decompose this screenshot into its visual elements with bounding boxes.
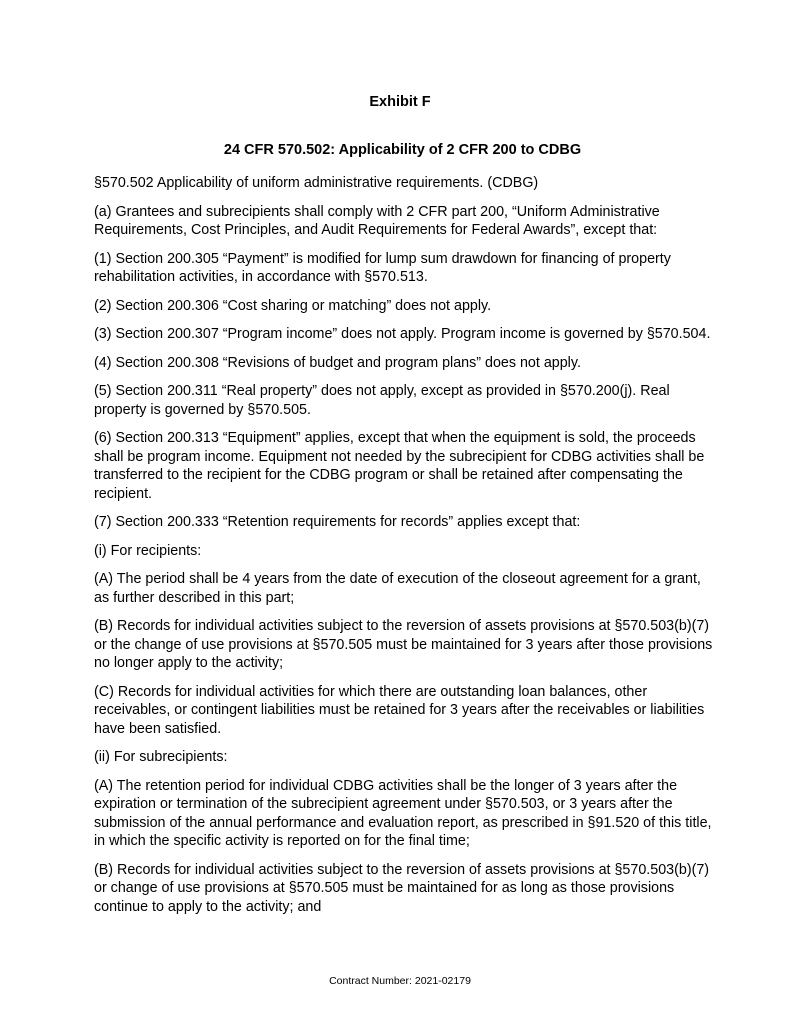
exhibit-title: Exhibit F xyxy=(369,94,431,110)
section-heading: 24 CFR 570.502: Applicability of 2 CFR 200 to CDBG xyxy=(223,142,582,158)
document-body xyxy=(94,174,714,926)
paragraph-i-C: (C) Records for individual activities for which there are outstanding loan balances, other receivables, or contingent liabilities must be retained for 3 years after the receivables or liabilities have been satisfied. xyxy=(94,683,705,737)
paragraph-6: (6) Section 200.313 “Equipment” applies, except that when the equipment is sold, the proceeds shall be program income. Equipment not needed by the subrecipient for CDBG activities shall be transferred to the recipient for the CDBG program or shall be retained after compensating the recipient. xyxy=(94,430,705,502)
paragraph-3: (3) Section 200.307 “Program income” does not apply. Program income is governed by §570.504. xyxy=(94,326,711,342)
paragraph-a: (a) Grantees and subrecipients shall comply with 2 CFR part 200, “Uniform Administrative Requirements, Cost Principles, and Audit Requirements for Federal Awards”, except that: xyxy=(94,203,660,238)
paragraph-5: (5) Section 200.311 “Real property” does not apply, except as provided in §570.200(j). Real property is governed by §570.505. xyxy=(94,383,670,418)
footer-contract-number: Contract Number: 2021-02179 xyxy=(329,975,471,987)
paragraph-ii-B: (B) Records for individual activities subject to the reversion of assets provisions at §570.503(b)(7) or change of use provisions at §570.505 must be maintained for as long as those provisions continue to apply to the activity; and xyxy=(94,861,710,915)
paragraph-2: (2) Section 200.306 “Cost sharing or matching” does not apply. xyxy=(94,297,492,314)
paragraph-4: (4) Section 200.308 “Revisions of budget and program plans” does not apply. xyxy=(94,354,581,371)
paragraph-7: (7) Section 200.333 “Retention requirements for records” applies except that: xyxy=(94,514,581,530)
paragraph-ii-A: (A) The retention period for individual CDBG activities shall be the longer of 3 years after the expiration or termination of the subrecipient agreement under §570.503, or 3 years after the submission of the annual performance and evaluation report, as prescribed in §91.520 of this title, in which the specific activity is reported on for the final time; xyxy=(94,777,712,849)
paragraph-i: (i) For recipients: xyxy=(94,542,202,559)
paragraph-i-B: (B) Records for individual activities subject to the reversion of assets provisions at §570.503(b)(7) or the change of use provisions at §570.505 must be maintained for 3 years after those provisions no longer apply to the activity; xyxy=(94,618,713,671)
paragraph-section-title: §570.502 Applicability of uniform administrative requirements. (CDBG) xyxy=(94,175,539,191)
paragraph-i-A: (A) The period shall be 4 years from the date of execution of the closeout agreement for a grant, as further described in this part; xyxy=(94,571,701,606)
paragraph-1: (1) Section 200.305 “Payment” is modified for lump sum drawdown for financing of property rehabilitation activities, in accordance with §570.513. xyxy=(94,250,671,285)
paragraph-ii: (ii) For subrecipients: xyxy=(94,749,228,765)
